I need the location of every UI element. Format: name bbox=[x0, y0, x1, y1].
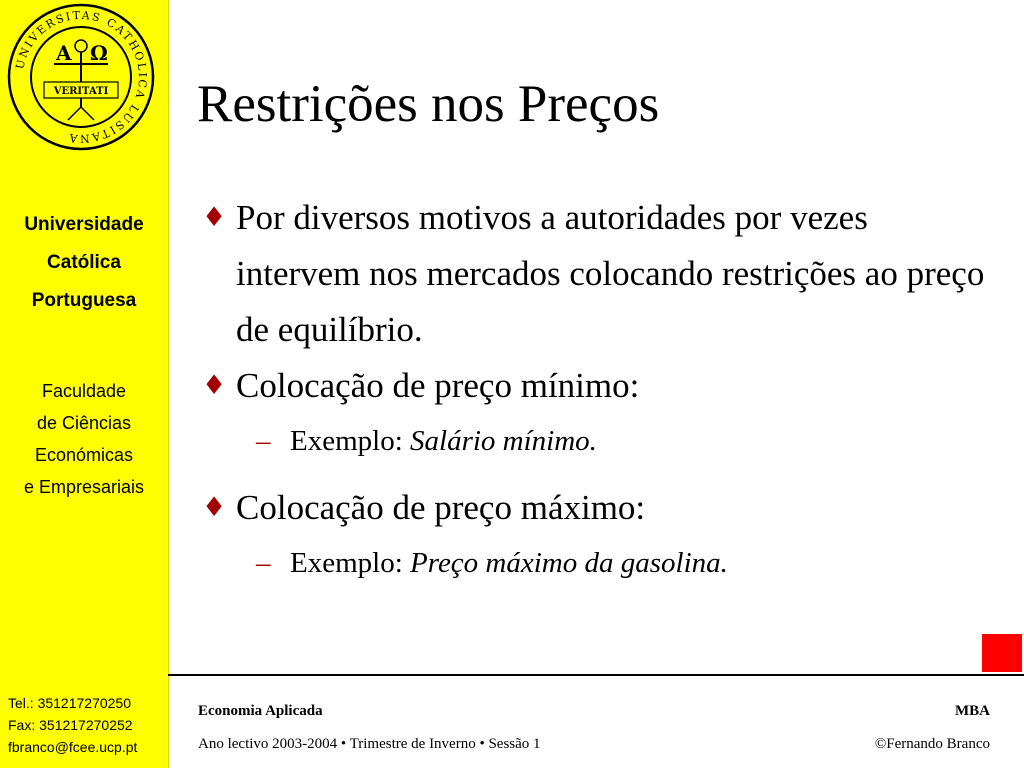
program-name: MBA bbox=[955, 703, 990, 719]
course-name: Economia Aplicada bbox=[198, 703, 323, 719]
faculty-line: de Ciências bbox=[36, 413, 132, 433]
seal-icon bbox=[6, 2, 156, 152]
svg-text:VERITATI: VERITATI bbox=[53, 86, 109, 97]
sidebar bbox=[0, 0, 169, 768]
bullet-text: Por diversos motivos a autoridades por vezes intervem nos mercados colocando restrições ao preço de equilíbrio. bbox=[236, 198, 985, 349]
university-line: Católica bbox=[47, 252, 121, 273]
university-line: Portuguesa bbox=[31, 290, 137, 311]
bullet-item bbox=[200, 480, 990, 536]
sub-bullet-item bbox=[200, 414, 990, 468]
footer-divider bbox=[168, 674, 1024, 676]
university-line: Universidade bbox=[24, 214, 144, 235]
session-info: Ano lectivo 2003-2004 • Trimestre de Inverno • Sessão 1 bbox=[198, 736, 541, 752]
faculty-line: Económicas bbox=[34, 445, 134, 465]
sub-bullet-example: Preço máximo da gasolina. bbox=[410, 547, 728, 579]
bullet-item bbox=[200, 190, 990, 358]
diamond-bullet-icon: ♦ bbox=[202, 492, 227, 523]
faculty-name bbox=[0, 375, 168, 503]
copyright-notice: ©Fernando Branco bbox=[874, 736, 990, 752]
fax-number: Fax: 351217270252 bbox=[8, 717, 133, 733]
diamond-bullet-icon: ♦ bbox=[202, 202, 227, 233]
bullet-item bbox=[200, 358, 990, 414]
svg-text:A: A bbox=[56, 41, 72, 65]
slide-content bbox=[200, 190, 990, 602]
svg-text:UNIVERSITAS CATHOLICA LUSITANA: UNIVERSITAS CATHOLICA LUSITANA bbox=[13, 8, 150, 146]
faculty-line: Faculdade bbox=[41, 381, 127, 401]
dash-bullet-icon: – bbox=[256, 425, 271, 457]
university-seal-logo bbox=[6, 2, 156, 152]
bullet-text: Colocação de preço mínimo: bbox=[236, 366, 640, 405]
dash-bullet-icon: – bbox=[256, 547, 271, 579]
university-name bbox=[0, 206, 168, 320]
contact-info bbox=[8, 692, 137, 758]
red-marker-square bbox=[982, 634, 1022, 672]
phone-number: Tel.: 351217270250 bbox=[8, 695, 131, 711]
sub-bullet-label: Exemplo: bbox=[290, 547, 411, 579]
sub-bullet-label: Exemplo: bbox=[290, 425, 411, 457]
slide-title: Restrições nos Preços bbox=[197, 75, 660, 133]
svg-text:Ω: Ω bbox=[90, 41, 108, 65]
sub-bullet-example: Salário mínimo. bbox=[410, 425, 597, 457]
bullet-text: Colocação de preço máximo: bbox=[236, 488, 646, 527]
sub-bullet-item bbox=[200, 536, 990, 590]
diamond-bullet-icon: ♦ bbox=[202, 370, 227, 401]
faculty-line: e Empresariais bbox=[23, 477, 145, 497]
email-address: fbranco@fcee.ucp.pt bbox=[8, 739, 138, 755]
